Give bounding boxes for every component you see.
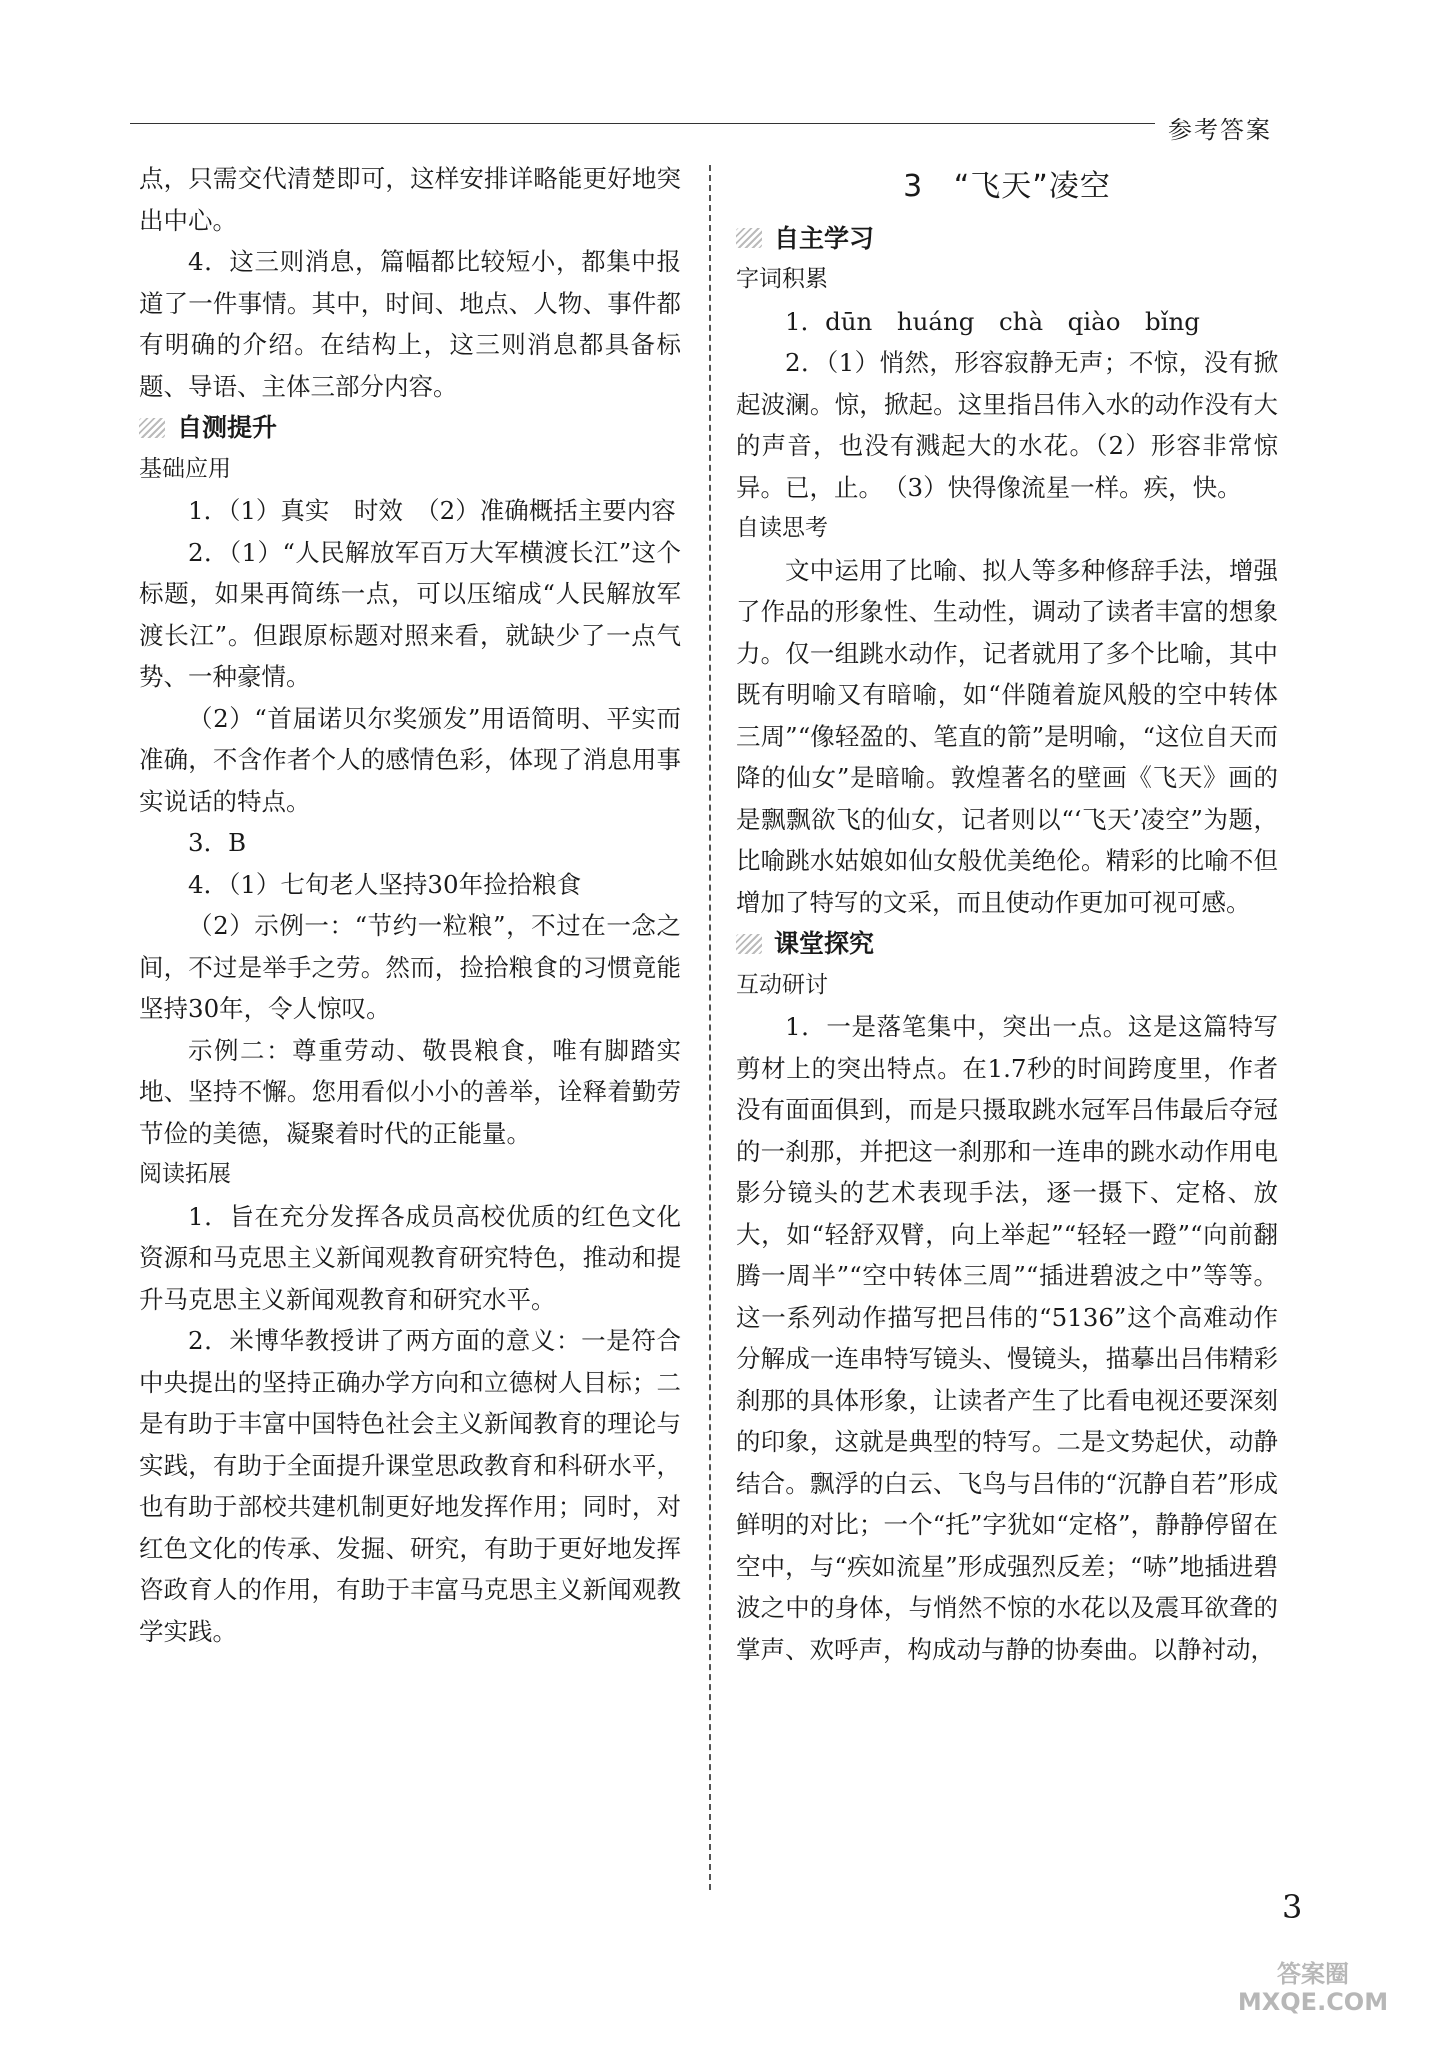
answer: 1．（1）真实 时效 （2）准确概括主要内容 xyxy=(188,496,676,525)
section-heading-self-test: 自测提升 xyxy=(139,407,681,449)
chapter-number: 3 xyxy=(903,169,924,204)
column-divider xyxy=(709,165,711,1890)
answer: 1．旨在充分发挥各成员高校优质的红色文化资源和马克思主义新闻观教育研究特色，推动和提升马克思主义新闻观教育和研究水平。 xyxy=(139,1201,681,1314)
header-rule xyxy=(130,123,1155,124)
header-label: 参考答案 xyxy=(1168,116,1272,144)
page-number: 3 xyxy=(1282,1888,1303,1926)
subheading: 自读思考 xyxy=(736,515,828,541)
watermark-logo: 答案圈 MXQE.COM xyxy=(1237,1960,1389,2016)
answer: 2．（1）“人民解放军百万大军横渡长江”这个标题，如果再简练一点，可以压缩成“人民解放军渡长江”。但跟原标题对照来看，就缺少了一点气势、一种豪情。 xyxy=(139,537,681,691)
subheading: 基础应用 xyxy=(139,455,231,482)
answer: 4．（1）七旬老人坚持30年捡拾粮食 xyxy=(188,869,582,899)
answer: 1．一是落笔集中，突出一点。这是这篇特写剪材上的突出特点。在1.7秒的时间跨度里，作者没有面面俱到，而是只摄取跳水冠军吕伟最后夺冠的一刹那，并把这一刹那和一连串的跳水动作用电影分镜头的艺术表现手法，逐一摄下、定格、放大，如“轻舒双臂，向上举起”“轻轻一蹬”“向前翻腾一周半”“空中转体三周”“插进碧波之中”等等。这一系列动作描写把吕伟的“5136”这个高难动作分解成一连串特写镜头、慢镜头，描摹出吕伟精彩刹那的具体形象，让读者产生了比看电视还要深刻的印象，这就是典型的特写。二是文势起伏，动静结合。飘浮的白云、飞鸟与吕伟的“沉静自若”形成鲜明的对比；一个“托”字犹如“定格”，静静停留在空中，与“疾如流星”形成强烈反差；“哧”地插进碧波之中的身体，与悄然不惊的水花以及震耳欲聋的掌声、欢呼声，构成动与静的协奏曲。以静衬动， xyxy=(736,1012,1278,1664)
answer: （2）“首届诺贝尔奖颁发”用语简明、平实而准确，不含作者个人的感情色彩，体现了消息用事实说话的特点。 xyxy=(139,703,681,816)
subheading: 字词积累 xyxy=(736,266,828,292)
answer: 3．B xyxy=(188,828,247,857)
section-heading-self-study: 自主学习 xyxy=(736,218,1278,260)
answer: 1．dūn huáng chà qiào bǐng xyxy=(785,306,1200,336)
paragraph: 点，只需交代清楚即可，这样安排详略能更好地突出中心。 xyxy=(139,164,681,235)
right-column xyxy=(736,158,1278,1670)
paragraph: 4．这三则消息，篇幅都比较短小，都集中报道了一件事情。其中，时间、地点、人物、事件都有明确的介绍。在结构上，这三则消息都具备标题、导语、主体三部分内容。 xyxy=(139,247,681,401)
section-heading-class-inquiry: 课堂探究 xyxy=(736,923,1278,965)
answer: 示例二：尊重劳动、敬畏粮食，唯有脚踏实地、坚持不懈。您用看似小小的善举，诠释着勤劳节俭的美德，凝聚着时代的正能量。 xyxy=(139,1035,681,1148)
section-icon xyxy=(736,228,762,248)
answer: 文中运用了比喻、拟人等多种修辞手法，增强了作品的形象性、生动性，调动了读者丰富的想象力。仅一组跳水动作，记者就用了多个比喻，其中既有明喻又有暗喻，如“伴随着旋风般的空中转体三周”“像轻盈的、笔直的箭”是明喻，“这位自天而降的仙女”是暗喻。敦煌著名的壁画《飞天》画的是飘飘欲飞的仙女，记者则以“‘飞天’凌空”为题，比喻跳水姑娘如仙女般优美绝伦。精彩的比喻不但增加了特写的文采，而且使动作更加可视可感。 xyxy=(736,555,1278,917)
section-icon xyxy=(736,934,762,954)
answer: 2．米博华教授讲了两方面的意义：一是符合中央提出的坚持正确办学方向和立德树人目标；二是有助于丰富中国特色社会主义新闻教育的理论与实践，有助于全面提升课堂思政教育和科研水平，也有助于部校共建机制更好地发挥作用；同时，对红色文化的传承、发掘、研究，有助于更好地发挥咨政育人的作用，有助于丰富马克思主义新闻观教学实践。 xyxy=(139,1326,681,1646)
chapter-title xyxy=(736,166,1278,208)
chapter-name: “飞天”凌空 xyxy=(953,169,1111,204)
subheading: 阅读拓展 xyxy=(139,1161,231,1187)
section-icon xyxy=(139,418,165,438)
answer: （2）示例一：“节约一粒粮”，不过在一念之间，不过是举手之劳。然而，捡拾粮食的习惯竟能坚持30年，令人惊叹。 xyxy=(139,911,681,1023)
left-column xyxy=(139,158,681,1652)
subheading: 互动研讨 xyxy=(736,971,828,998)
answer: 2．（1）悄然，形容寂静无声；不惊，没有掀起波澜。惊，掀起。这里指吕伟入水的动作没有大的声音，也没有溅起大的水花。（2）形容非常惊异。已，止。 （3）快得像流星一样。疾，快。 xyxy=(736,348,1278,502)
